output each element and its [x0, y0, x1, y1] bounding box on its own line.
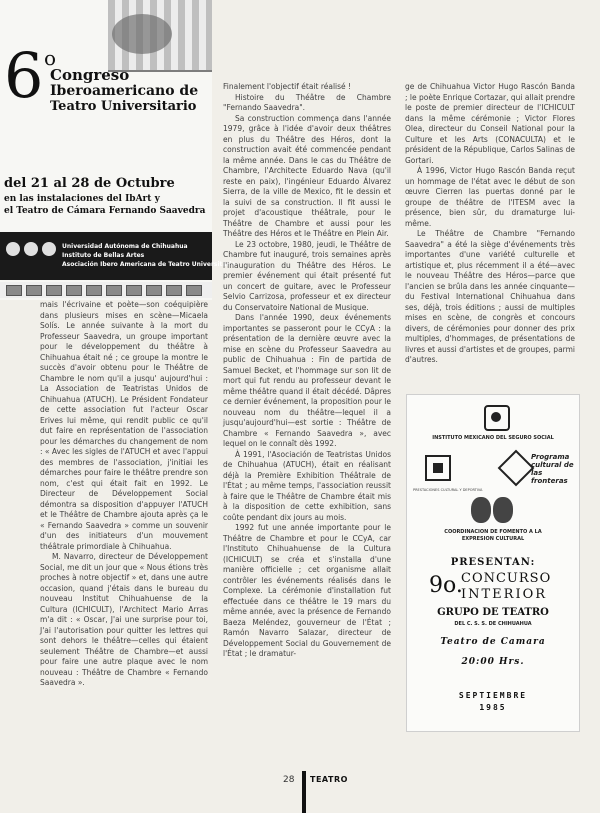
ad-edition-number: 9o.	[429, 573, 463, 598]
paragraph: À 1991, l'Asociación de Teatristas Unidos de Chihuahua (ATUCH), était en réalisant déjà la Première Exhibition Théâtrale de l'État ; au même temps, l'association reussit à faire que le Théâtre de Chambre était mis à la disposition de cette exhibition, sans coûte pendant dix jours au mois.	[223, 449, 391, 522]
ad-imss: INSTITUTO MEXICANO DEL SEGURO SOCIAL	[432, 435, 554, 441]
ad-concurso: CONCURSO	[461, 571, 552, 586]
contest-advertisement	[406, 394, 580, 732]
ad-coord-line2: EXPRESION CULTURAL	[461, 536, 525, 542]
ad-delc: DEL C. S. S. DE CHIHUAHUA	[454, 621, 532, 627]
paragraph: ge de Chihuahua Victor Hugo Rascón Banda ; le poète Enrique Cortazar, qui allait prendre le poste de premier directeur de l'ICHICULT dans la même cérémonie ; Victor Flores Olea, directeur du Conseil National pour la Culture et les Arts (CONACULTA) et le président de la République, Carlos Salinas de Gortari.	[405, 82, 575, 165]
flag-icon	[46, 285, 62, 296]
section-heading: Histoire du Théâtre de Chambre "Fernando Saavedra".	[223, 92, 391, 112]
paragraph: Dans l'année 1990, deux événements importantes se passeront pour le CCyA : la présentation de la dernière œuvre avec la mise en scène du Professeur Saavedra au public de Chihuahua : Fin de partida de Samuel Becket, et l'hommage sur son lit de mort qui fut rendu au professeur devant le même théâtre quand il était décédé. Dâpres ce dernier événement, la proposition pour le nouveau nom du théâtre—lequel il a jusqu'aujourd'hui—est sortie : Théâtre de Chambre « Fernando Saavedra », avec lequel on le connaît dès 1992.	[223, 313, 391, 448]
paragraph: À 1996, Victor Hugo Rascón Banda reçut un hommage de l'état avec le début de son œuvre Cierren las puertas donné par le groupe de théâtre de l'ITESM avec la présence, bien sûr, du dramaturge lui-même.	[405, 166, 575, 228]
ad-sub-left: PRESTACIONES CULTURAL Y DEPORTIVA	[413, 488, 483, 492]
poster-dates: del 21 al 28 de Octubre	[4, 176, 175, 191]
footer-divider	[302, 771, 306, 813]
paragraph: Le 23 octobre, 1980, jeudi, le Théâtre de Chambre fut inauguré, trois semaines après l'inauguration du Théâtre des Héros. Le premier événement qui était présenté fut un concert de guitare, avec le Professeur Selvio Carrizosa, professeur et ex directeur du Conservatoire National de Musique.	[223, 239, 391, 312]
poster-org-1: Universidad Autónoma de Chihuahua	[62, 243, 188, 250]
page-number: 28	[283, 775, 295, 785]
institute-logo-icon	[24, 242, 38, 256]
theatre-masks-icon	[471, 497, 515, 525]
poster-org-3: Asociación Ibero Americana de Teatro Universitario	[62, 261, 236, 268]
poster-ordinal: o	[44, 46, 57, 70]
poster-sponsor-band	[0, 232, 236, 280]
flag-icon	[146, 285, 162, 296]
paragraph: mais l'écrivaine et poète—son coéquipière dans plusieurs mises en scène—Micaela Solís. Le année suivante à la mort du Professeur Saavedra, un groupe important pour le développement du théâtre à Chihuahua était né ; ce groupe la montre le succès d'avoir obtenu pour le Théâtre de Chambre le nom qu'il a jusqu' aujourd'hui : La Association de Teatristas Unidos de Chihuahua (ATUCH). Le Président Fondateur de cette association fut l'acteur Oscar Erives lui même, qui rendit public ce qu'il dut faire en représentation de l'association pour les démarches du changement de nom : « Avec les sigles de l'ATUCH et avec l'appui des membres de l'association, j'initiai les démarches pour faire le théâtre prendre son nom, c'est qui était fait en 1992. Le Directeur de Développement Social démontra sa disposition d'appuyer l'ATUCH et le Théâtre de Chambre ajouta après ça le « Fernando Saavedra » comme un souvenir d'un des initiateurs d'un mouvement théâtrale primordiale à Chihuahua.	[40, 300, 208, 551]
paragraph: M. Navarro, directeur de Développement Social, me dit un jour que « Nous étions très proches à notre objectif » et, dans une autre occasion, quand j'étais dans le bureau du nouveau Institut Chihuahuense de la Cultura (ICHICULT), l'Architect Mario Arras m'a dit : « Oscar, J'ai une surprise pour toi, J'ai l'autorisation pour quitter les lettres qui sont dehors le théâtre—celles qui étaient seulement Théâtre de Chambre—et aussi pour faire une autre plaque avec le nom nouveau : Théâtre de Chambre « Fernando Saavedra ».	[40, 552, 208, 687]
flag-icon	[66, 285, 82, 296]
imss-logo-icon	[484, 405, 510, 431]
poster-venue-line1: en las instalaciones del IbArt y	[4, 194, 160, 204]
cultural-logo-icon	[425, 455, 451, 481]
ad-venue: Teatro de Camara	[440, 637, 546, 647]
paragraph: Le Théâtre de Chambre "Fernando Saavedra" a été la siège d'événements très importantes d'une variété culturelle et artistique et, plus récemment il a été—avec le nouveau Théâtre des Héros—parce que l'ancien se brûla dans les année cinquante—du Festival International Chihuahua dans ses, déjà, trois éditions ; aussi de multiples mises en scène, de congrès et concours divers, de cérémonies pour donner des prix multiples, d'hommages, de présentations de livres et aussi d'artistes et de groupes, parmi d'autres.	[405, 229, 575, 364]
poster-title-line3: Teatro Universitario	[50, 99, 197, 114]
ad-coord	[407, 529, 579, 543]
article-column-2	[223, 82, 391, 660]
poster-number: 6	[4, 39, 44, 112]
flag-icon	[106, 285, 122, 296]
flag-icon	[166, 285, 182, 296]
ad-month: SEPTIEMBRE	[458, 691, 528, 700]
paragraph: 1992 fut une année importante pour le Théâtre de Chambre et pour le CCyA, car l'Instituto Chihuahuense de la Cultura (ICHICULT) se créa et s'installa d'une manière officielle ; cet organisme allait contrôler les événements réalisés dans le Complexe. La cérémonie d'installation fut effectuée dans ce théâtre le 19 mars du même année, avec la présence de Fernando Baeza Meléndez, gouverneur de l'État ; Ramón Navarro Salazar, directeur de Développement Social du Gouvernement de l'État ; le dramatur-	[223, 523, 391, 658]
article-column-3	[405, 82, 575, 366]
ad-coord-line1: COORDINACION DE FOMENTO A LA	[444, 529, 542, 535]
paragraph: Sa construction commença dans l'année 1979, grâce à l'idée d'avoir deux théâtres en plus du Théâtre des Héros, dont la construction avait été commencée pendant la même année. Dans le cas du Théâtre de Chambre, l'Architecte Eduardo Nava (qu'il reste en paix), l'ingénieur Eduardo Álvarez Sierra, de la ville de Mexico, fit le dessin et la suivi de sa construction. Il fit aussi le projet d'acoustique théâtrale, pour le Théâtre de Chambre et aussi pour les Théâtre des Héros et le Théâtre en Plein Air.	[223, 113, 391, 238]
magazine-name: TEATRO	[310, 775, 348, 784]
country-flags-row	[0, 282, 212, 298]
poster-title-line1: Congreso	[50, 66, 130, 84]
diamond-logo-icon	[498, 450, 535, 487]
theatre-mask-icon	[112, 14, 172, 54]
poster-title-line2: Iberoamericano de	[50, 83, 199, 99]
flag-icon	[186, 285, 202, 296]
flag-icon	[86, 285, 102, 296]
flag-icon	[126, 285, 142, 296]
flag-icon	[6, 285, 22, 296]
association-logo-icon	[42, 242, 56, 256]
congress-poster	[0, 0, 236, 300]
ad-time: 20:00 Hrs.	[461, 657, 525, 667]
ad-year: 1985	[479, 703, 507, 712]
ad-programa: Programa cultural de las fronteras	[531, 453, 574, 485]
ad-presentan: PRESENTAN:	[450, 557, 536, 568]
flag-icon	[26, 285, 42, 296]
article-column-1	[40, 300, 208, 689]
ad-interior: INTERIOR	[461, 587, 548, 602]
university-seal-icon	[6, 242, 20, 256]
paragraph: Finalement l'objectif était réalisé !	[223, 82, 352, 91]
poster-org-2: Instituto de Bellas Artes	[62, 252, 145, 259]
poster-venue-line2: el Teatro de Cámara Fernando Saavedra	[4, 206, 206, 216]
ad-grupo: GRUPO DE TEATRO	[437, 607, 549, 618]
